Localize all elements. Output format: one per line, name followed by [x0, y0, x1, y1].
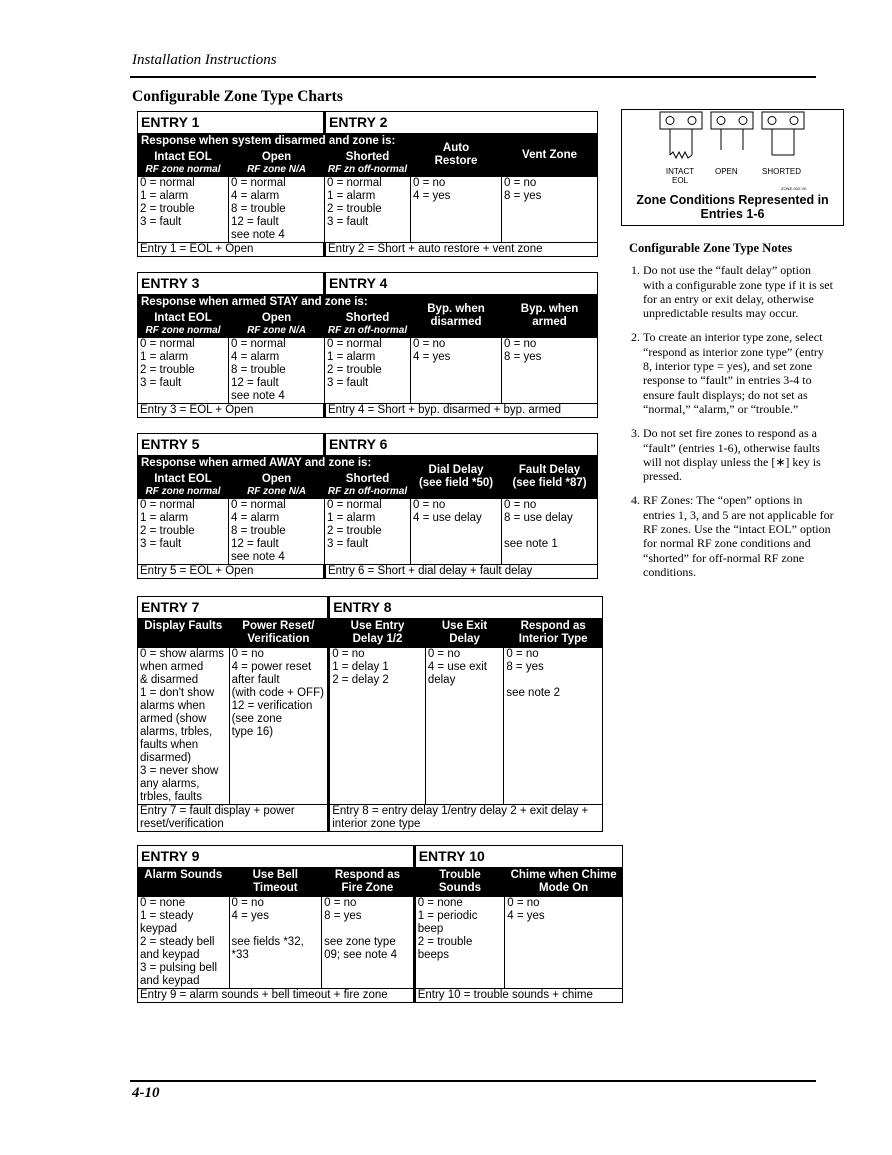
column-header: Respond as Interior Type — [504, 619, 603, 648]
entry-summary: Entry 8 = entry delay 1/entry delay 2 + exit delay + interior zone type — [329, 805, 603, 832]
column-header: Trouble Sounds — [414, 868, 505, 897]
entry-summary: Entry 5 = EOL + Open — [138, 565, 325, 579]
entries-9-10-table — [137, 845, 623, 1003]
option-cell: 0 = no 8 = yes see note 2 — [504, 648, 603, 805]
option-cell: 0 = no 4 = yes see fields *32, *33 — [229, 897, 322, 989]
option-cell: 0 = no 8 = yes see zone type 09; see note 4 — [322, 897, 415, 989]
option-cell: 0 = no 8 = yes — [502, 338, 598, 404]
column-subtitle: RF zone N/A — [247, 486, 306, 497]
column-header — [325, 150, 411, 177]
column-title: Shorted — [345, 312, 390, 324]
column-header — [229, 472, 325, 499]
column-header — [325, 472, 411, 499]
column-header: Display Faults — [138, 619, 230, 648]
column-subtitle: RF zone N/A — [247, 164, 306, 175]
option-cell: 0 = normal 1 = alarm 2 = trouble 3 = fault — [138, 338, 229, 404]
column-header: Chime when Chime Mode On — [505, 868, 623, 897]
column-subtitle: RF zn off-normal — [327, 164, 408, 175]
response-heading: Response when armed AWAY and zone is: — [138, 456, 411, 472]
option-cell: 0 = no 4 = yes — [505, 897, 623, 989]
column-header: Byp. when disarmed — [411, 295, 502, 338]
option-cell: 0 = normal 1 = alarm 2 = trouble 3 = fault — [138, 177, 229, 243]
column-header: Byp. when armed — [502, 295, 598, 338]
response-heading: Response when armed STAY and zone is: — [138, 295, 411, 311]
column-title: Intact EOL — [154, 473, 212, 485]
note-item: 3. Do not set fire zones to respond as a “fault” (entries 1-6), otherwise faults will not display unless the [∗] key is pressed. — [643, 426, 834, 483]
option-cell: 0 = no 4 = yes — [411, 338, 502, 404]
column-header: Dial Delay (see field *50) — [411, 456, 502, 499]
column-title: Open — [261, 473, 292, 485]
option-cell: 0 = no 8 = use delay see note 1 — [502, 499, 598, 565]
option-cell: 0 = no 8 = yes — [502, 177, 598, 243]
column-header — [229, 150, 325, 177]
entry-summary: Entry 2 = Short + auto restore + vent zone — [325, 243, 598, 257]
column-header: Use Entry Delay 1/2 — [329, 619, 426, 648]
entry-label: ENTRY 10 — [414, 846, 622, 868]
note-item: 2. To create an interior type zone, select “respond as interior zone type” (entry 8, interior type = yes), and set zone response to “fault” in entries 3-4 to ensure fault displays; do not set as “normal,” “alarm,” or “trouble.” — [643, 330, 834, 416]
entry-label: ENTRY 1 — [138, 112, 325, 134]
column-header — [138, 472, 229, 499]
column-header: Auto Restore — [411, 134, 502, 177]
option-cell: 0 = normal 1 = alarm 2 = trouble 3 = fault — [325, 177, 411, 243]
column-header — [138, 150, 229, 177]
column-header: Alarm Sounds — [138, 868, 230, 897]
entry-label: ENTRY 6 — [325, 434, 598, 456]
section-title: Configurable Zone Type Charts — [132, 88, 343, 105]
entry-summary: Entry 6 = Short + dial delay + fault delay — [325, 565, 598, 579]
column-title: Intact EOL — [154, 151, 212, 163]
intact-eol-label: INTACT EOL — [665, 167, 695, 185]
option-cell: 0 = normal 1 = alarm 2 = trouble 3 = fault — [325, 338, 411, 404]
column-header: Use Exit Delay — [425, 619, 503, 648]
shorted-label: SHORTED — [762, 167, 801, 176]
column-title: Shorted — [345, 473, 390, 485]
open-label: OPEN — [715, 167, 738, 176]
option-cell: 0 = no 4 = use delay — [411, 499, 502, 565]
column-subtitle: RF zn off-normal — [327, 486, 408, 497]
option-cell: 0 = normal 1 = alarm 2 = trouble 3 = fault — [138, 499, 229, 565]
entries-1-2-table — [137, 111, 598, 257]
column-subtitle: RF zone normal — [145, 164, 221, 175]
entry-summary: Entry 1 = EOL + Open — [138, 243, 325, 257]
column-header: Respond as Fire Zone — [322, 868, 415, 897]
option-cell: 0 = normal 4 = alarm 8 = trouble 12 = fault see note 4 — [229, 499, 325, 565]
column-title: Intact EOL — [154, 312, 212, 324]
column-subtitle: RF zone normal — [145, 486, 221, 497]
entry-label: ENTRY 4 — [325, 273, 598, 295]
entries-3-4-table — [137, 272, 598, 418]
option-cell: 0 = no 4 = power reset after fault (with code + OFF) 12 = verification (see zone type 16) — [229, 648, 329, 805]
option-cell: 0 = normal 4 = alarm 8 = trouble 12 = fault see note 4 — [229, 177, 325, 243]
entry-label: ENTRY 8 — [329, 597, 603, 619]
note-item: 4. RF Zones: The “open” options in entries 1, 3, and 5 are not applicable for RF zones. Use the “intact EOL” option for normal RF zone conditions and “shorted” for off-normal RF zone conditions. — [643, 493, 834, 579]
note-item: 1. Do not use the “fault delay” option with a configurable zone type if it is set for an entry or exit delay, otherwise unpredictable results may occur. — [643, 263, 834, 320]
footer-rule — [130, 1080, 816, 1082]
column-header: Power Reset/ Verification — [229, 619, 329, 648]
diagram-caption: Zone Conditions Represented in Entries 1-6 — [636, 193, 829, 221]
column-header — [325, 311, 411, 338]
column-header — [229, 311, 325, 338]
entry-label: ENTRY 3 — [138, 273, 325, 295]
entry-label: ENTRY 5 — [138, 434, 325, 456]
column-subtitle: RF zone normal — [145, 325, 221, 336]
entry-label: ENTRY 9 — [138, 846, 415, 868]
option-cell: 0 = none 1 = periodic beep 2 = trouble beeps — [414, 897, 505, 989]
entries-7-8-table — [137, 596, 603, 832]
entry-label: ENTRY 7 — [138, 597, 329, 619]
option-cell: 0 = show alarms when armed & disarmed 1 = don't show alarms when armed (show alarms, trbles, faults when disarmed) 3 = never show any alarms, trbles, faults — [138, 648, 230, 805]
figure-code: ZONE-002-V0 — [781, 186, 807, 191]
option-cell: 0 = normal 1 = alarm 2 = trouble 3 = fault — [325, 499, 411, 565]
option-cell: 0 = no 4 = yes — [411, 177, 502, 243]
column-header: Fault Delay (see field *87) — [502, 456, 598, 499]
entry-label: ENTRY 2 — [325, 112, 598, 134]
option-cell: 0 = normal 4 = alarm 8 = trouble 12 = fault see note 4 — [229, 338, 325, 404]
entry-summary: Entry 9 = alarm sounds + bell timeout + fire zone — [138, 989, 415, 1003]
option-cell: 0 = no 1 = delay 1 2 = delay 2 — [329, 648, 426, 805]
entry-summary: Entry 7 = fault display + power reset/verification — [138, 805, 329, 832]
notes-list — [629, 263, 834, 579]
notes-title: Configurable Zone Type Notes — [629, 241, 793, 255]
response-heading: Response when system disarmed and zone is: — [138, 134, 411, 150]
running-header: Installation Instructions — [132, 52, 277, 68]
entry-summary: Entry 10 = trouble sounds + chime — [414, 989, 622, 1003]
column-subtitle: RF zone N/A — [247, 325, 306, 336]
column-title: Shorted — [345, 151, 390, 163]
zone-conditions-diagram — [621, 109, 844, 226]
entry-summary: Entry 3 = EOL + Open — [138, 404, 325, 418]
configurable-zone-notes — [629, 241, 834, 589]
option-cell: 0 = none 1 = steady keypad 2 = steady bell and keypad 3 = pulsing bell and keypad — [138, 897, 230, 989]
option-cell: 0 = no 4 = use exit delay — [425, 648, 503, 805]
entry-summary: Entry 4 = Short + byp. disarmed + byp. armed — [325, 404, 598, 418]
column-title: Open — [261, 151, 292, 163]
column-title: Open — [261, 312, 292, 324]
page-number: 4-10 — [132, 1085, 160, 1101]
column-header — [138, 311, 229, 338]
entries-5-6-table — [137, 433, 598, 579]
header-rule — [130, 76, 816, 78]
column-header: Use Bell Timeout — [229, 868, 322, 897]
column-subtitle: RF zn off-normal — [327, 325, 408, 336]
column-header: Vent Zone — [502, 134, 598, 177]
